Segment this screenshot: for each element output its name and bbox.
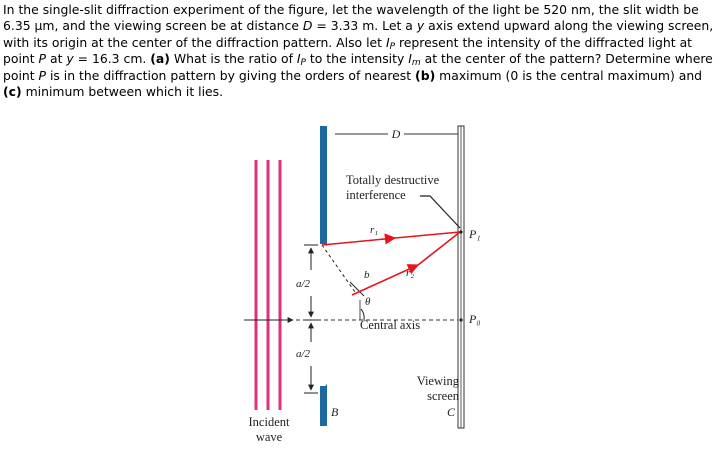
problem-text-segment: at the center of the pattern? Determine where point [3, 51, 713, 83]
part-b-label: (b) [415, 67, 436, 83]
problem-text-segment: minimum between which it lies. [21, 84, 224, 100]
variable-P: P [38, 51, 47, 67]
variable-D: D [302, 18, 313, 34]
label-viewing: Viewing [416, 374, 459, 388]
variable-y: y [66, 51, 74, 67]
label-theta: θ [365, 296, 371, 308]
ray-r1 [322, 238, 395, 245]
path-difference-line [350, 282, 364, 296]
label-incident: Incident [248, 415, 290, 429]
point-P1-marker [459, 230, 462, 233]
label-C: C [446, 405, 455, 419]
label-b: b [364, 269, 370, 281]
problem-text-segment: represent the intensity of the diffracted light at point [3, 34, 693, 67]
problem-text-segment: In the single-slit diffraction experiment of the figure, let the wavelength of the light be 520 nm, the slit width be 6.35 μm, and the viewing screen be at distance [3, 2, 699, 34]
ray-r1-continuation [395, 232, 460, 238]
problem-text-segment: = 3.33 m. Let a [312, 18, 417, 34]
subscript-P: P [300, 58, 306, 69]
variable-P: P [38, 67, 47, 83]
slit-dimensions [304, 245, 318, 393]
barrier-upper [320, 126, 327, 244]
part-c-label: (c) [3, 84, 22, 100]
variable-I: I [296, 51, 301, 67]
problem-text-segment: at [46, 51, 67, 67]
label-a-half-bottom: a/2 [296, 348, 311, 360]
label-B: B [331, 405, 339, 419]
variable-y: y [416, 18, 425, 34]
variable-I: I [385, 34, 390, 50]
label-central-axis: Central axis [360, 318, 421, 332]
problem-text-segment: to the intensity [305, 51, 409, 67]
label-screen: screen [427, 389, 459, 403]
label-wave: wave [255, 430, 283, 444]
label-r1: r₁ [370, 224, 379, 236]
label-P0: P₀ [469, 312, 481, 326]
point-P0-marker [459, 318, 462, 321]
ray-r2-continuation [418, 232, 460, 265]
incident-wavefronts [256, 160, 280, 410]
rays [322, 232, 460, 295]
destructive-leader [420, 196, 460, 228]
problem-text-segment: axis extend upward along the viewing screen, with its origin at the center of the diffraction pattern. Also let [3, 18, 714, 50]
distance-D [335, 127, 458, 141]
subscript-P: P [389, 41, 396, 52]
problem-text-segment: = 16.3 cm. [73, 51, 151, 67]
label-destructive-line2: interference [346, 188, 406, 202]
problem-text-segment: is in the diffraction pattern by giving the orders of nearest [46, 67, 416, 83]
variable-I: I [408, 51, 412, 67]
label-D: D [391, 127, 401, 141]
label-destructive-line1: Totally destructive [346, 173, 440, 187]
problem-text-segment: maximum (0 is the central maximum) and [435, 67, 703, 83]
label-P1: P₁ [469, 227, 481, 241]
label-a-half-top: a/2 [296, 278, 311, 290]
barrier [320, 126, 327, 426]
label-r2: r₂ [406, 267, 415, 279]
problem-text-segment: What is the ratio of [169, 51, 297, 67]
part-a-label: (a) [150, 51, 170, 67]
path-difference-line [322, 245, 355, 292]
subscript-m: m [411, 58, 421, 69]
